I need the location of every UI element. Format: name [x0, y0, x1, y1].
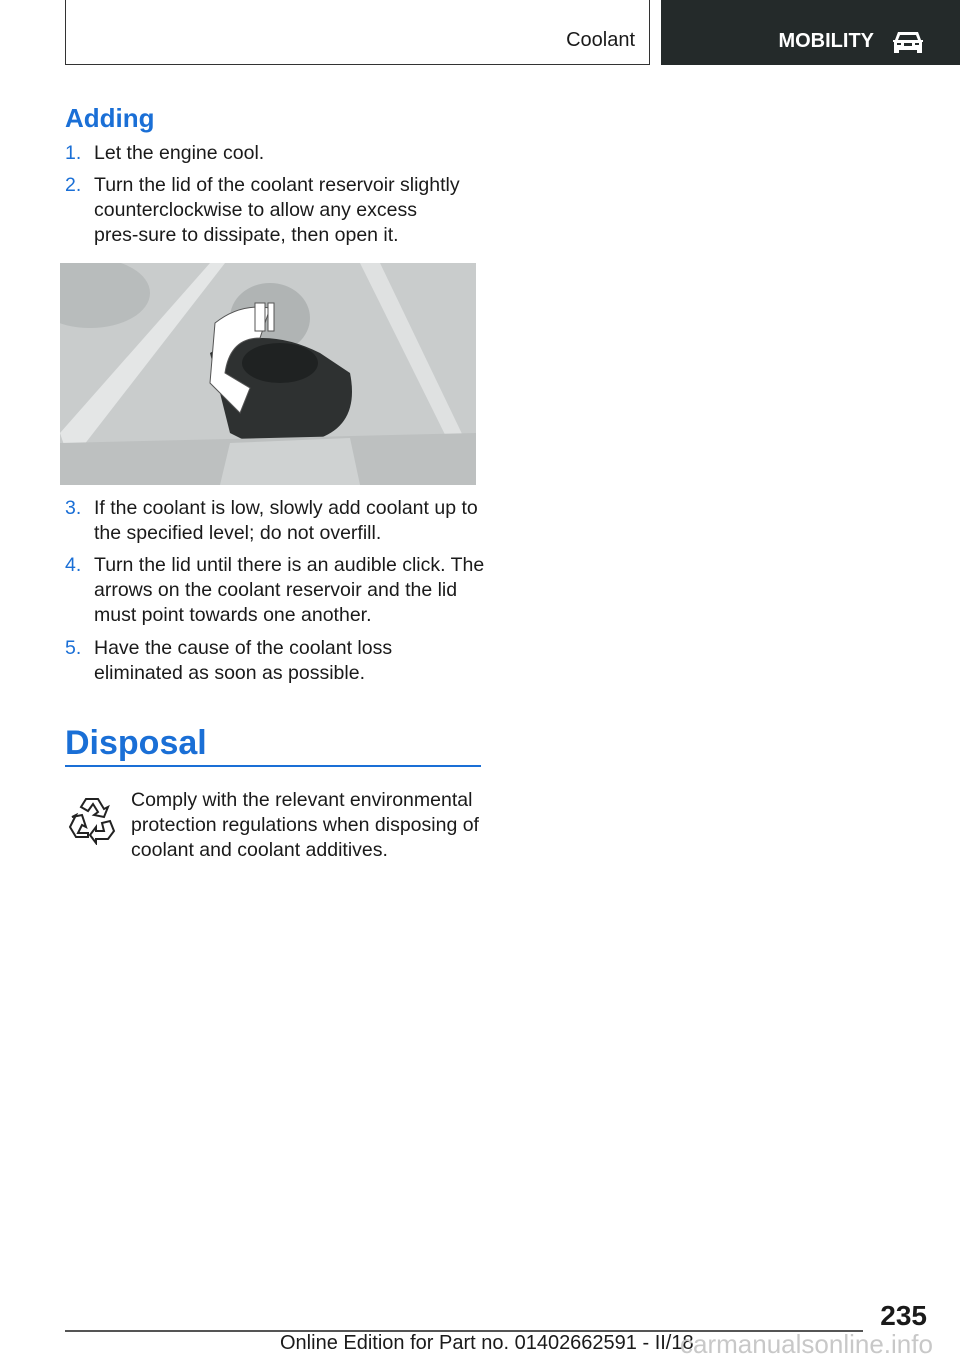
watermark: carmanualsonline.info: [680, 1329, 933, 1359]
step-text: Have the cause of the coolant loss eliminated as soon as possible.: [94, 637, 393, 684]
disposal-text: Comply with the relevant environmental protection regulations when disposing of coolant and coolant additives.: [131, 789, 479, 861]
step-number: 4.: [65, 554, 82, 576]
step-number: 5.: [65, 637, 82, 659]
step-number: 1.: [65, 142, 82, 164]
step-5: [65, 636, 485, 686]
heading-adding: Adding: [65, 103, 155, 133]
step-number: 3.: [65, 497, 82, 519]
step-text: Turn the lid until there is an audible click. The arrows on the coolant reservoir and the lid must point towards one another.: [94, 554, 485, 626]
heading-divider: [65, 765, 481, 767]
chapter-tab[interactable]: [661, 0, 960, 65]
section-title: Coolant: [566, 29, 635, 51]
step-4: [65, 553, 485, 628]
edition-note: Online Edition for Part no. 01402662591 - II/18: [280, 1332, 694, 1354]
coolant-reservoir-illustration: [60, 263, 476, 485]
chapter-label: MOBILITY: [778, 30, 874, 52]
step-1: [65, 141, 485, 166]
car-icon: [892, 29, 924, 55]
page-number: 235: [880, 1300, 927, 1331]
step-number: 2.: [65, 174, 82, 196]
step-text: If the coolant is low, slowly add coolant up to the specified level; do not overfill.: [94, 497, 478, 544]
step-text: Let the engine cool.: [94, 142, 265, 164]
recycle-icon: [66, 793, 118, 845]
step-3: [65, 496, 485, 546]
header-section-box: [65, 0, 650, 65]
step-2: [65, 173, 465, 248]
heading-disposal: Disposal: [65, 724, 207, 762]
step-text: Turn the lid of the coolant reservoir slightly counterclockwise to allow any excess pres-sure to dissipate, then open it.: [94, 174, 460, 246]
